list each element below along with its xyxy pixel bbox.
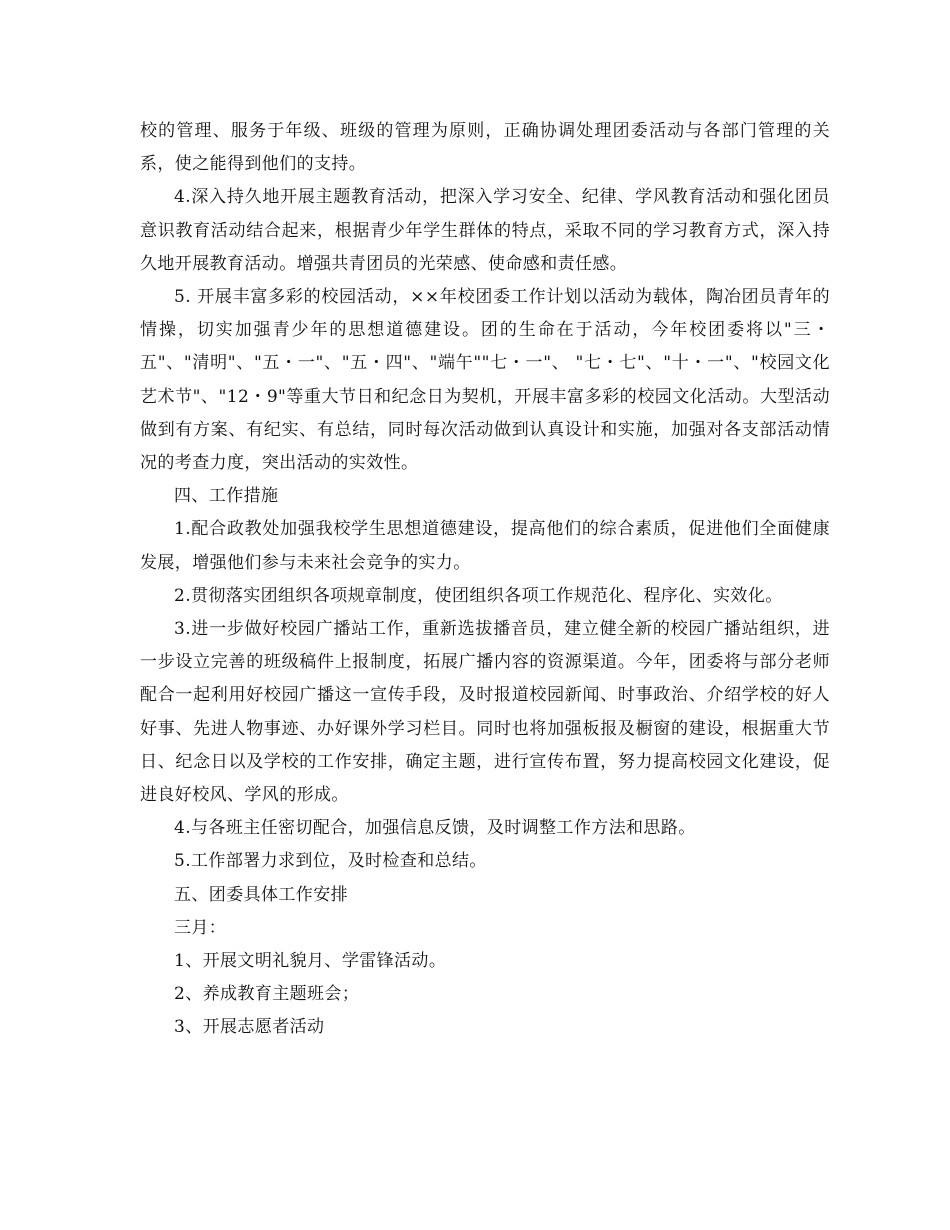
month-heading-march: 三月： xyxy=(174,917,227,938)
paragraph-measure-5: 5.工作部署力求到位，及时检查和总结。 xyxy=(174,851,487,872)
list-item: 1、开展文明礼貌月、学雷锋活动。 xyxy=(174,951,447,972)
paragraph-continuation: 校的管理、服务于年级、班级的管理为原则，正确协调处理团委活动与各部门管理的关系，使之能得到他们的支持。 xyxy=(140,121,830,175)
list-item: 2、养成教育主题班会； xyxy=(174,984,360,1005)
paragraph-item-5-campus-activities: 5. 开展丰富多彩的校园活动，××年校团委工作计划以活动为载体，陶冶团员青年的情操，切实加强青少年的思想道德建设。团的生命在于活动，今年校团委将以"三・五"、"清明"、"五・一"、"五・四"、"端午""七・一"、 "七・七"、"十・一"、"校园文化艺术节"、"12・9"等重大节日和纪念日为契机，开展丰富多彩的校园文化活动。大型活动做到有方案、有纪实、有总结，同时每次活动做到认真设计和实施，加强对各支部活动情况的考查力度，突出活动的实效性。 xyxy=(140,287,830,474)
paragraph-item-4-theme-education: 4.深入持久地开展主题教育活动，把深入学习安全、纪律、学风教育活动和强化团员意识教育活动结合起来，根据青少年学生群体的特点，采取不同的学习教育方式，深入持久地开展教育活动。增强共青团员的光荣感、使命感和责任感。 xyxy=(140,187,830,274)
section-heading-work-schedule: 五、团委具体工作安排 xyxy=(174,884,348,905)
paragraph-measure-4: 4.与各班主任密切配合，加强信息反馈，及时调整工作方法和思路。 xyxy=(174,818,696,839)
section-heading-work-measures: 四、工作措施 xyxy=(174,486,279,507)
document-body xyxy=(140,115,830,1045)
paragraph-measure-2: 2.贯彻落实团组织各项规章制度，使团组织各项工作规范化、程序化、实效化。 xyxy=(174,585,783,606)
paragraph-measure-1: 1.配合政教处加强我校学生思想道德建设，提高他们的综合素质，促进他们全面健康发展，增强他们参与未来社会竞争的实力。 xyxy=(140,519,830,573)
paragraph-measure-3: 3.进一步做好校园广播站工作，重新选拔播音员，建立健全新的校园广播站组织，进一步设立完善的班级稿件上报制度，拓展广播内容的资源渠道。今年，团委将与部分老师配合一起利用好校园广播这一宣传手段，及时报道校园新闻、时事政治、介绍学校的好人好事、先进人物事迹、办好课外学习栏目。同时也将加强板报及橱窗的建设，根据重大节日、纪念日以及学校的工作安排，确定主题，进行宣传布置，努力提高校园文化建设，促进良好校风、学风的形成。 xyxy=(140,619,830,806)
list-item: 3、开展志愿者活动 xyxy=(174,1017,325,1038)
